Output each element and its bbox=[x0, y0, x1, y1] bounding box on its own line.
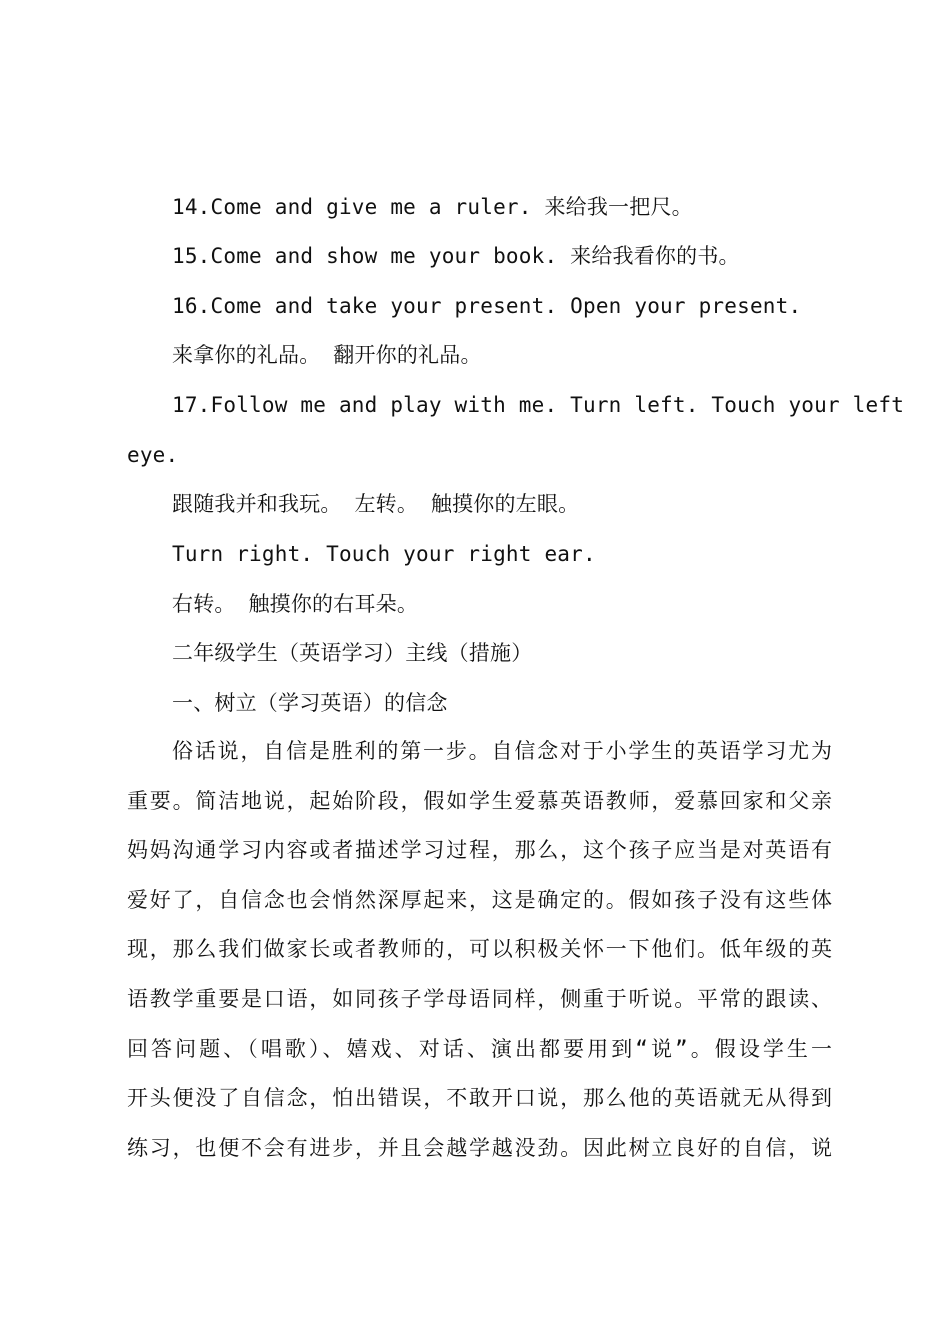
sentence-15: 15.Come and show me your book. 来给我看你的书。 bbox=[172, 244, 740, 268]
body-paragraph bbox=[127, 727, 832, 1173]
paragraph-row: 练习，也便不会有进步，并且会越学越没劲。因此树立良好的自信，说 bbox=[127, 1135, 832, 1160]
paragraph-row: 重要。简洁地说，起始阶段，假如学生爱慕英语教师，爱慕回家和父亲 bbox=[127, 788, 832, 813]
sentence-18: Turn right. Touch your right ear. bbox=[172, 542, 596, 566]
paragraph-row: 现，那么我们做家长或者教师的，可以积极关怀一下他们。低年级的英 bbox=[127, 937, 832, 962]
paragraph-row: 爱好了，自信念也会悄然深厚起来，这是确定的。假如孩子没有这些体 bbox=[127, 887, 832, 912]
paragraph-row: 回答问题、（唱歌）、嬉戏、对话、演出都要用到“说”。假设学生一 bbox=[127, 1036, 832, 1061]
sentence-18-translation: 右转。 触摸你的右耳朵。 bbox=[172, 592, 419, 616]
sentence-17-line2: eye. bbox=[127, 443, 179, 467]
sentence-17-line1: 17.Follow me and play with me. Turn left. Touch your left bbox=[172, 393, 905, 417]
subsection-heading: 一、树立（学习英语）的信念 bbox=[172, 691, 448, 715]
sentence-17-translation: 跟随我并和我玩。 左转。 触摸你的左眼。 bbox=[172, 492, 580, 516]
section-heading: 二年级学生（英语学习）主线（措施） bbox=[172, 641, 533, 665]
sentence-16: 16.Come and take your present. Open your present. bbox=[172, 294, 802, 318]
sentence-16-translation: 来拿你的礼品。 翻开你的礼品。 bbox=[172, 343, 482, 367]
paragraph-row: 语教学重要是口语，如同孩子学母语同样，侧重于听说。平常的跟读、 bbox=[127, 986, 832, 1011]
paragraph-row: 妈妈沟通学习内容或者描述学习过程，那么，这个孩子应当是对英语有 bbox=[127, 838, 832, 863]
paragraph-row: 俗话说，自信是胜利的第一步。自信念对于小学生的英语学习尤为 bbox=[172, 739, 832, 763]
sentence-14: 14.Come and give me a ruler. 来给我一把尺。 bbox=[172, 195, 693, 219]
paragraph-row: 开头便没了自信念，怕出错误，不敢开口说，那么他的英语就无从得到 bbox=[127, 1086, 832, 1111]
